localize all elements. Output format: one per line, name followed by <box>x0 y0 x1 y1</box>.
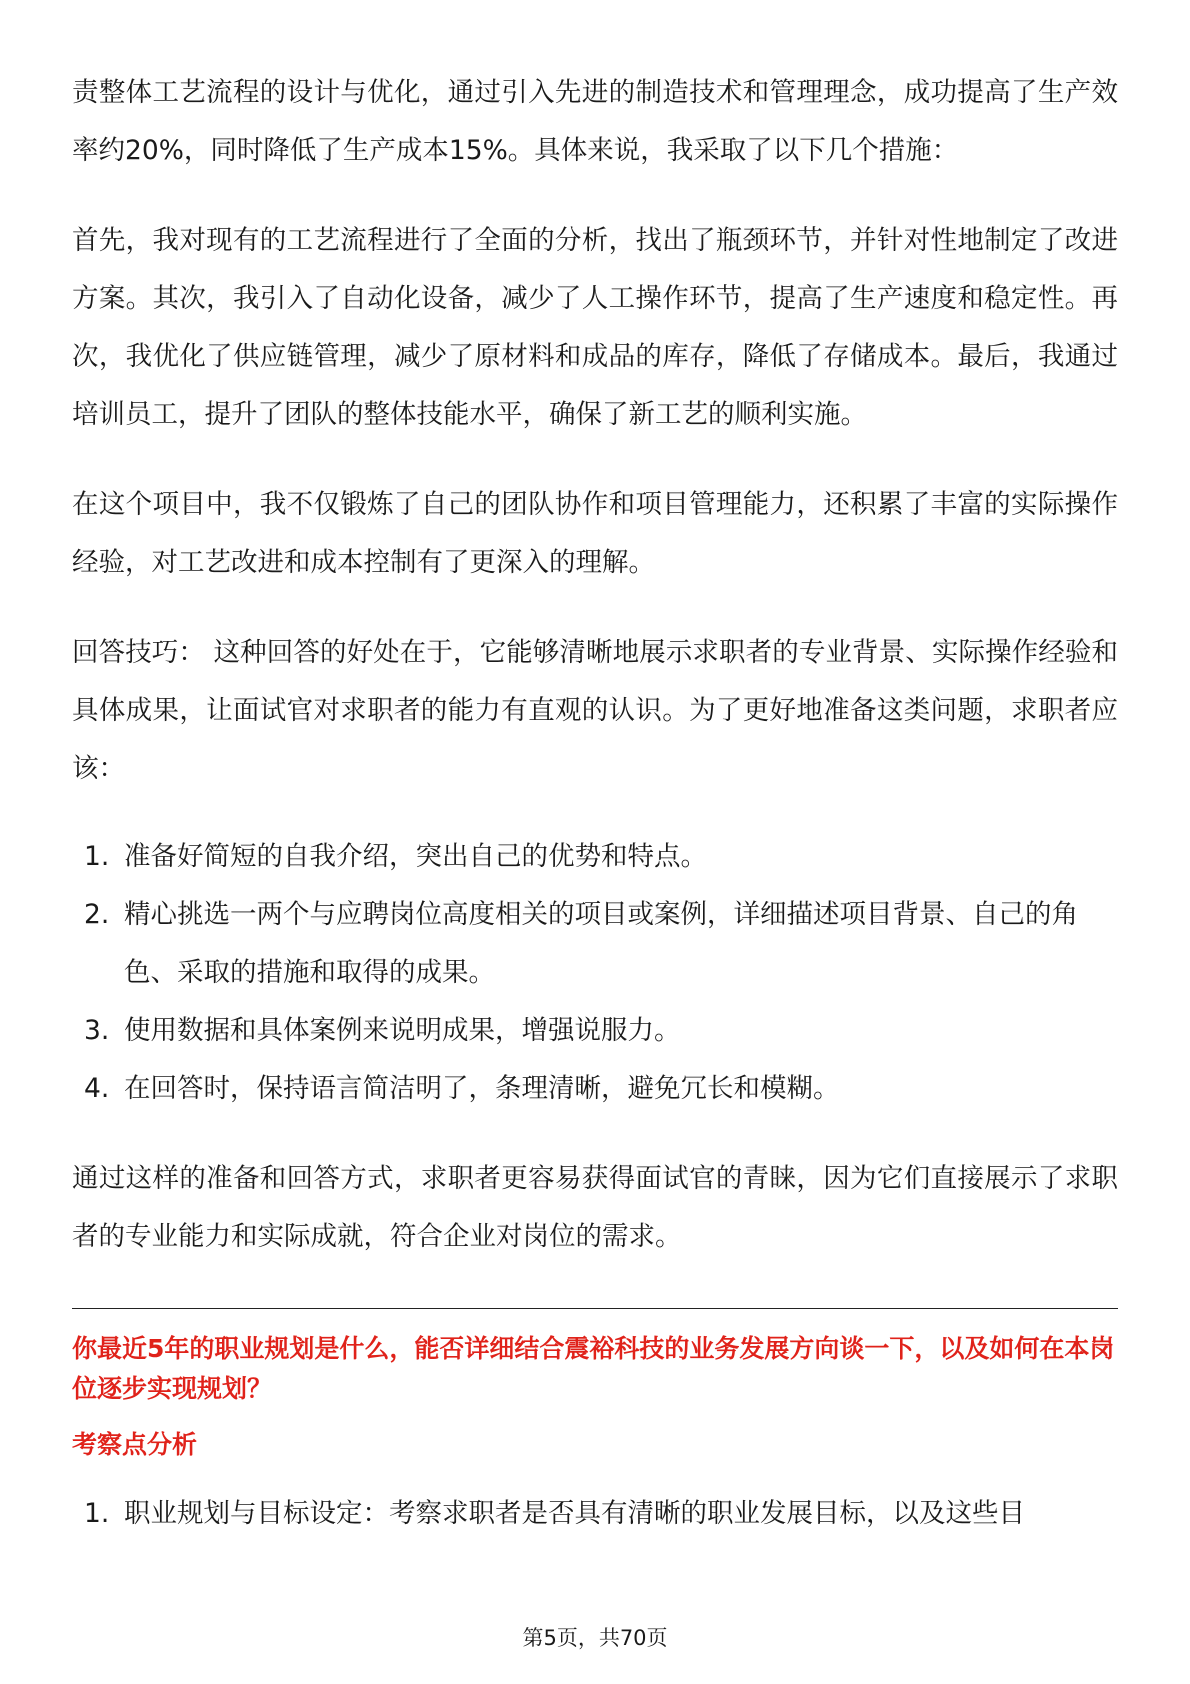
section-divider <box>72 1308 1118 1309</box>
list-number: 2. <box>84 899 110 930</box>
list-item <box>72 1060 1118 1118</box>
page-footer: 第5页，共70页 <box>522 1626 668 1650</box>
list-number: 1. <box>84 1498 110 1529</box>
analysis-list <box>72 1485 1118 1543</box>
list-text: 在回答时，保持语言简洁明了，条理清晰，避免冗长和模糊。 <box>124 1073 840 1104</box>
answer-tips: 回答技巧： 这种回答的好处在于，它能够清晰地展示求职者的专业背景、实际操作经验和具体成果，让面试官对求职者的能力有直观的认识。为了更好地准备这类问题，求职者应该： <box>72 637 1118 784</box>
list-number: 4. <box>84 1073 110 1104</box>
document-body <box>72 64 1118 1543</box>
list-text: 准备好简短的自我介绍，突出自己的优势和特点。 <box>124 841 707 872</box>
list-item <box>72 828 1118 886</box>
list-text: 精心挑选一两个与应聘岗位高度相关的项目或案例，详细描述项目背景、自己的角色、采取的措施和取得的成果。 <box>124 899 1078 988</box>
paragraph-3: 在这个项目中，我不仅锻炼了自己的团队协作和项目管理能力，还积累了丰富的实际操作经验，对工艺改进和成本控制有了更深入的理解。 <box>72 489 1118 578</box>
paragraph-5: 通过这样的准备和回答方式，求职者更容易获得面试官的青睐，因为它们直接展示了求职者的专业能力和实际成就，符合企业对岗位的需求。 <box>72 1163 1118 1252</box>
paragraph-2: 首先，我对现有的工艺流程进行了全面的分析，找出了瓶颈环节，并针对性地制定了改进方案。其次，我引入了自动化设备，减少了人工操作环节，提高了生产速度和稳定性。再次，我优化了供应链管理，减少了原材料和成品的库存，降低了存储成本。最后，我通过培训员工，提升了团队的整体技能水平，确保了新工艺的顺利实施。 <box>72 225 1118 430</box>
analysis-heading: 考察点分析 <box>72 1430 198 1459</box>
list-text: 职业规划与目标设定：考察求职者是否具有清晰的职业发展目标，以及这些目 <box>124 1498 1025 1529</box>
list-item <box>72 1485 1118 1543</box>
list-item <box>72 1002 1118 1060</box>
tips-list <box>72 828 1118 1118</box>
list-number: 1. <box>84 841 110 872</box>
list-item <box>72 886 1118 1002</box>
list-text: 使用数据和具体案例来说明成果，增强说服力。 <box>124 1015 681 1046</box>
paragraph-1: 责整体工艺流程的设计与优化，通过引入先进的制造技术和管理理念，成功提高了生产效率约20%，同时降低了生产成本15%。具体来说，我采取了以下几个措施： <box>72 77 1118 166</box>
list-number: 3. <box>84 1015 110 1046</box>
interview-question: 你最近5年的职业规划是什么，能否详细结合震裕科技的业务发展方向谈一下，以及如何在本岗位逐步实现规划？ <box>72 1334 1115 1403</box>
